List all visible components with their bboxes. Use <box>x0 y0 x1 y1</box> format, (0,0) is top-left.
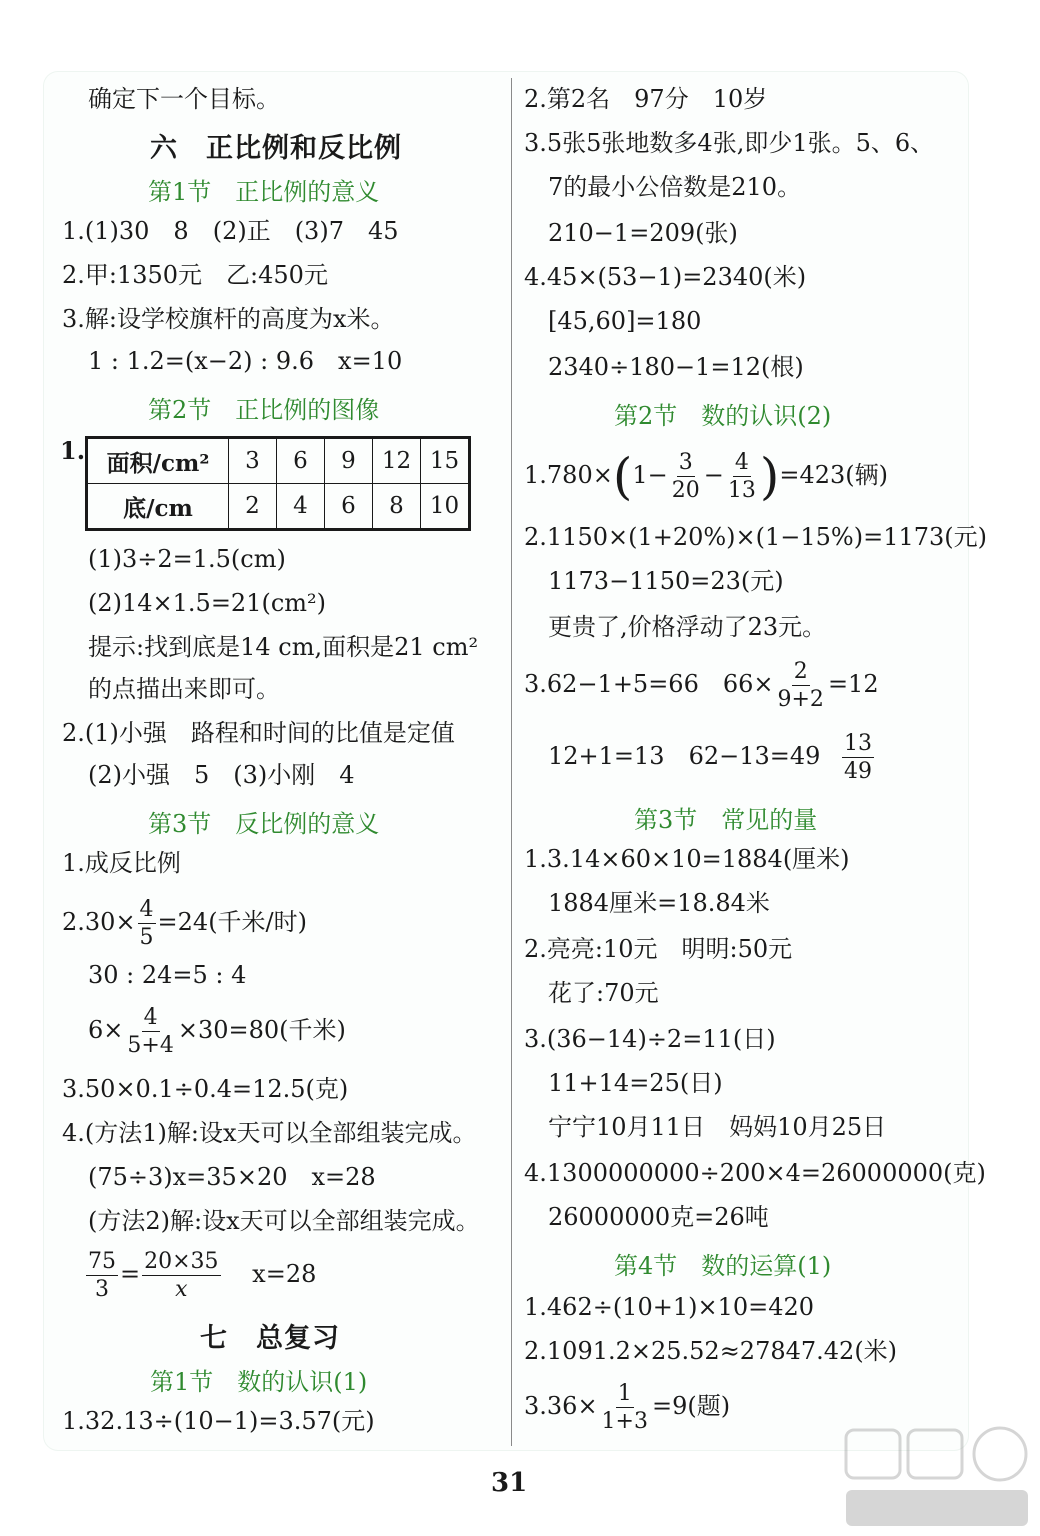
answer-line: 1 : 1.2=(x−2) : 9.6 x=10 <box>88 347 403 375</box>
expr-text: 3.62−1+5=66 66× <box>524 670 774 698</box>
watermark-logo <box>840 1424 1036 1532</box>
section-title: 第3节 反比例的意义 <box>148 810 380 838</box>
fraction <box>125 1004 175 1058</box>
answer-line: 11+14=25(日) <box>548 1069 723 1097</box>
fraction <box>142 1248 220 1302</box>
answer-line: 2.(1)小强 路程和时间的比值是定值 <box>62 719 455 747</box>
left-paren: ( <box>612 447 633 506</box>
denominator: 20 <box>671 477 700 503</box>
answer-line: 3.5张5张地数多4张,即少1张。5、6、 <box>524 129 935 157</box>
text-line: 确定下一个目标。 <box>88 85 280 113</box>
table-row <box>87 438 470 484</box>
section-title: 第1节 数的认识(1) <box>150 1368 368 1396</box>
column-divider <box>511 78 512 1446</box>
fraction <box>726 449 758 503</box>
expr-text: x=28 <box>252 1260 317 1288</box>
answer-line: 更贵了,价格浮动了23元。 <box>548 613 827 641</box>
denominator: 3 <box>95 1276 109 1302</box>
expr-text: =9(题) <box>651 1392 731 1420</box>
answer-line-fraction <box>524 654 879 714</box>
answer-line: 1.462÷(10+1)×10=420 <box>524 1293 815 1321</box>
chapter-title: 七 总复习 <box>200 1323 340 1354</box>
expr-text: 1.780× <box>524 461 613 489</box>
answer-line: 1884厘米=18.84米 <box>548 889 770 917</box>
hint-line: 的点描出来即可。 <box>88 675 280 703</box>
right-paren: ) <box>759 447 780 506</box>
expr-text: 1− <box>632 461 668 489</box>
numerator: 4 <box>734 449 749 475</box>
answer-line: 2340÷180−1=12(根) <box>548 353 804 381</box>
denominator: x <box>175 1276 188 1302</box>
answer-line: 1.成反比例 <box>62 849 181 877</box>
answer-line: 2.亮亮:10元 明明:50元 <box>524 935 793 963</box>
numerator: 1 <box>617 1380 632 1406</box>
table-row <box>87 484 470 530</box>
answer-line: (方法2)解:设x天可以全部组装完成。 <box>88 1207 480 1235</box>
expr-text: 2.30× <box>62 908 136 936</box>
answer-line: 宁宁10月11日 妈妈10月25日 <box>548 1113 887 1141</box>
numerator: 13 <box>844 730 873 756</box>
numerator: 3 <box>678 449 693 475</box>
numerator: 4 <box>139 896 154 922</box>
answer-line: 3.解:设学校旗杆的高度为x米。 <box>62 305 395 333</box>
answer-line: 26000000克=26吨 <box>548 1203 769 1231</box>
table-cell: 4 <box>277 484 325 530</box>
section-title: 第4节 数的运算(1) <box>614 1252 832 1280</box>
answer-line: 4.(方法1)解:设x天可以全部组装完成。 <box>62 1119 477 1147</box>
denominator: 49 <box>844 758 873 784</box>
answer-line: 210−1=209(张) <box>548 219 738 247</box>
denominator: 5+4 <box>127 1032 174 1058</box>
table-header-base: 底/cm <box>87 484 229 530</box>
expr-text: 6× <box>88 1016 124 1044</box>
table-cell: 12 <box>373 438 421 484</box>
table-cell: 9 <box>325 438 373 484</box>
answer-line: 4.45×(53−1)=2340(米) <box>524 263 807 291</box>
fraction <box>86 1248 118 1302</box>
table-cell: 15 <box>421 438 470 484</box>
question-number: 1. <box>60 436 86 465</box>
answer-line-fraction <box>548 726 876 786</box>
answer-line: 2.1150×(1+20%)×(1−15%)=1173(元) <box>524 523 988 551</box>
answer-line: 1.3.14×60×10=1884(厘米) <box>524 845 850 873</box>
chapter-title: 六 正比例和反比例 <box>150 133 402 164</box>
answer-line: 花了:70元 <box>548 979 659 1007</box>
fraction <box>842 730 874 784</box>
denominator: 13 <box>727 477 756 503</box>
table-header-area: 面积/cm² <box>87 438 229 484</box>
hint-line: 提示:找到底是14 cm,面积是21 cm² <box>88 633 479 661</box>
answer-line: (2)14×1.5=21(cm²) <box>88 589 327 617</box>
page-number: 31 <box>491 1468 528 1498</box>
answer-line-fraction <box>524 1376 730 1436</box>
section-title: 第2节 正比例的图像 <box>148 396 380 424</box>
answer-line: 3.50×0.1÷0.4=12.5(克) <box>62 1075 349 1103</box>
section-title: 第2节 数的认识(2) <box>614 402 832 430</box>
section-title: 第1节 正比例的意义 <box>148 178 380 206</box>
denominator: 1+3 <box>601 1408 648 1434</box>
answer-line-fraction <box>84 1244 316 1304</box>
section-title: 第3节 常见的量 <box>634 806 818 834</box>
answer-line: 2.第2名 97分 10岁 <box>524 85 768 113</box>
answer-line-fraction <box>88 1000 346 1060</box>
answer-line: 3.(36−14)÷2=11(日) <box>524 1025 776 1053</box>
equals-sign: = <box>120 1260 141 1288</box>
table-cell: 10 <box>421 484 470 530</box>
answer-line: 2.1091.2×25.52≈27847.42(米) <box>524 1337 898 1365</box>
answer-line: (1)3÷2=1.5(cm) <box>88 545 286 573</box>
expr-text: 12+1=13 62−13=49 <box>548 742 821 770</box>
expr-text: 3.36× <box>524 1392 598 1420</box>
denominator: 5 <box>139 924 154 950</box>
answer-line: [45,60]=180 <box>548 307 702 335</box>
answer-line: (2)小强 5 (3)小刚 4 <box>88 761 355 789</box>
expr-text: ×30=80(千米) <box>177 1016 346 1044</box>
numerator: 75 <box>88 1248 116 1274</box>
answer-line: 30 : 24=5 : 4 <box>88 961 247 989</box>
answer-line: 7的最小公倍数是210。 <box>548 173 802 201</box>
answer-line: (75÷3)x=35×20 x=28 <box>88 1163 376 1191</box>
fraction <box>670 449 702 503</box>
minus-sign: − <box>703 461 724 489</box>
answer-line: 1173−1150=23(元) <box>548 567 784 595</box>
answer-line-fraction <box>62 892 307 952</box>
answer-line: 4.1300000000÷200×4=26000000(克) <box>524 1159 986 1187</box>
expr-text: =24(千米/时) <box>157 908 308 936</box>
fraction <box>138 896 156 950</box>
numerator: 4 <box>143 1004 158 1030</box>
answer-line-fraction <box>524 442 888 508</box>
fraction <box>600 1380 650 1434</box>
expr-text: =423(辆) <box>779 461 889 489</box>
answer-line: 2.甲:1350元 乙:450元 <box>62 261 328 289</box>
answer-line: 1.32.13÷(10−1)=3.57(元) <box>62 1407 375 1435</box>
numerator: 2 <box>793 658 808 684</box>
answer-line: 1.(1)30 8 (2)正 (3)7 45 <box>62 217 399 245</box>
table-cell: 6 <box>277 438 325 484</box>
expr-text: =12 <box>827 670 879 698</box>
table-cell: 2 <box>229 484 277 530</box>
denominator: 9+2 <box>777 686 824 712</box>
table-cell: 8 <box>373 484 421 530</box>
numerator: 20×35 <box>144 1248 219 1274</box>
area-base-table <box>85 436 471 531</box>
table-cell: 6 <box>325 484 373 530</box>
table-cell: 3 <box>229 438 277 484</box>
fraction <box>776 658 826 712</box>
